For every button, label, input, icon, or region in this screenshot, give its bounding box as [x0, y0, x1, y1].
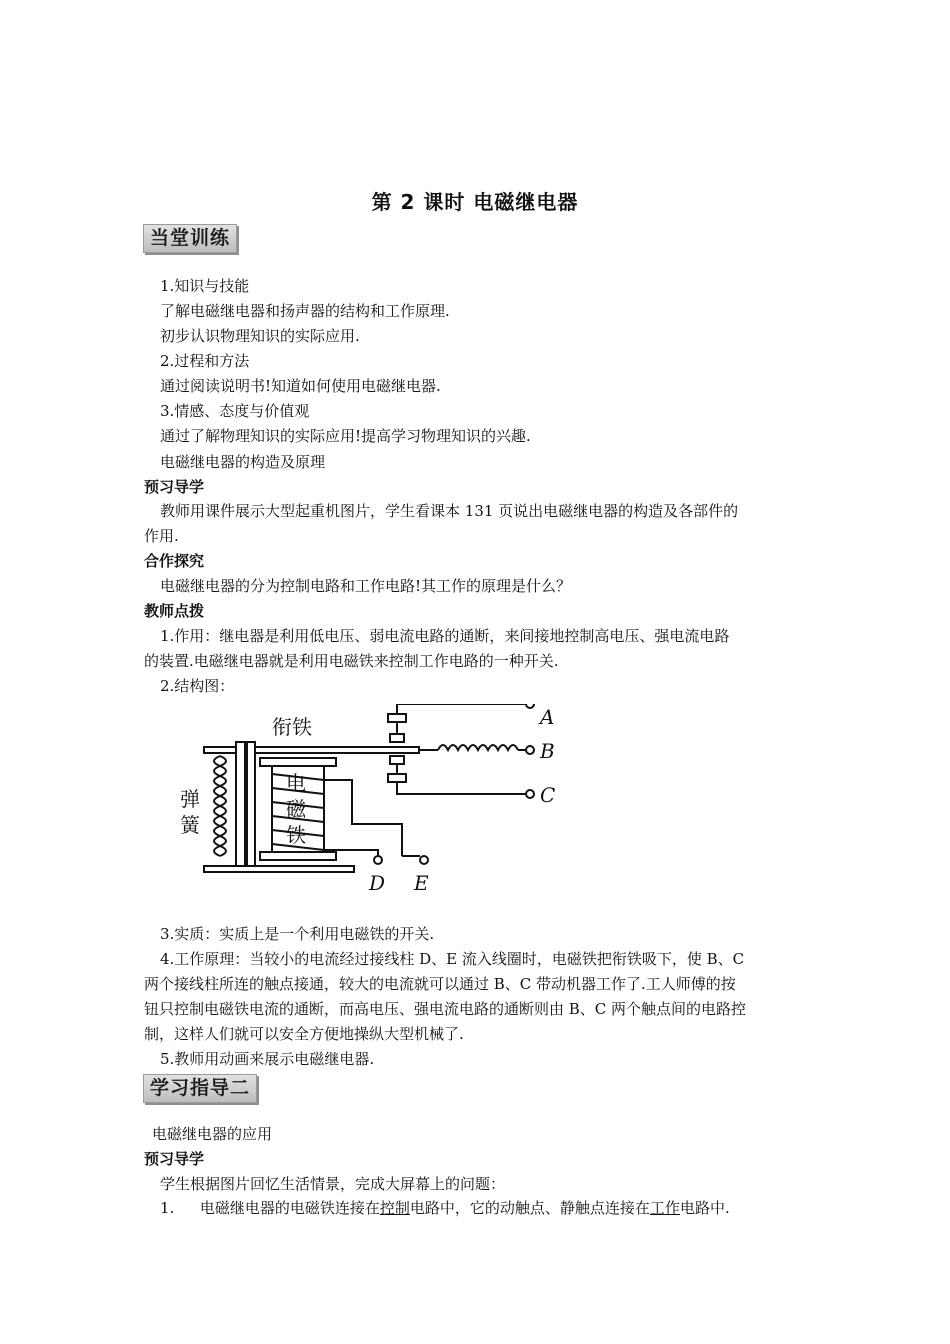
topic-label: 电磁继电器的构造及原理 [160, 453, 326, 471]
section-banner-guide-2: 学习指导二 [143, 1074, 257, 1103]
terminal-e-post [420, 856, 428, 864]
question-1-answer-1: 控制 [379, 1199, 410, 1217]
wire-a [397, 704, 526, 714]
teacher-heading: 教师点拨 [144, 602, 205, 620]
lead-to-e [324, 780, 402, 856]
label-terminal-b: B [540, 739, 555, 763]
question-1-answer-2: 工作 [649, 1199, 680, 1217]
magnet-bottom-flange [260, 852, 336, 860]
label-terminal-c: C [540, 783, 556, 807]
spring-coil-back [220, 756, 226, 856]
preview-text-2: 学生根据图片回忆生活情景，完成大屏幕上的问题： [160, 1175, 506, 1193]
objective-2-text: 通过阅读说明书!知道如何使用电磁继电器. [160, 377, 441, 395]
pivot-post-left [236, 742, 245, 870]
teacher-point-4d: 制，这样人们就可以安全方便地操纵大型机械了. [144, 1025, 464, 1043]
page-title: 第 2 课时 电磁继电器 [371, 190, 579, 214]
teacher-point-4c: 钮只控制电磁铁电流的通断，而高电压、强电流电路的通断则由 B、C 两个触点间的电路控 [144, 1000, 747, 1018]
question-1 [160, 1198, 730, 1218]
relay-structure-diagram [176, 704, 566, 896]
label-terminal-d: D [369, 871, 386, 895]
question-1-number: 1. [160, 1199, 175, 1217]
label-spring-1: 弹 [180, 787, 200, 811]
label-terminal-e: E [414, 871, 429, 895]
teacher-point-4b: 两个接线柱所连的触点接通，较大的电流就可以通过 B、C 带动机器工作了.工人师傅的按 [144, 975, 736, 993]
label-magnet-2: 磁 [286, 797, 306, 821]
label-terminal-a: A [540, 705, 555, 729]
terminal-b-post [526, 746, 534, 754]
objective-3-heading: 3.情感、态度与价值观 [160, 402, 310, 420]
contact-c-block [388, 774, 406, 782]
wire-c [397, 782, 526, 794]
label-magnet-3: 铁 [286, 823, 306, 847]
teacher-point-1b: 的装置.电磁继电器就是利用电磁铁来控制工作电路的一种开关. [144, 652, 559, 670]
question-1-text-b: 电路中，它的动触点、静触点连接在 [409, 1199, 650, 1217]
coop-heading: 合作探究 [144, 552, 205, 570]
objective-3-text: 通过了解物理知识的实际应用!提高学习物理知识的兴趣. [160, 427, 531, 445]
preview-text-b: 作用. [144, 527, 179, 545]
moving-contact-top [390, 734, 404, 742]
teacher-point-1a: 1.作用：继电器是利用低电压、弱电流电路的通断，来间接地控制高电压、强电流电路 [160, 627, 730, 645]
preview-heading-2: 预习导学 [144, 1150, 205, 1168]
objective-2-heading: 2.过程和方法 [160, 352, 250, 370]
teacher-point-2: 2.结构图： [160, 677, 235, 695]
teacher-point-5: 5.教师用动画来展示电磁继电器. [160, 1050, 375, 1068]
label-spring-2: 簧 [180, 813, 200, 837]
question-1-text-c: 电路中. [679, 1199, 730, 1217]
preview-heading: 预习导学 [144, 478, 205, 496]
base-plate [204, 866, 354, 872]
coop-text: 电磁继电器的分为控制电路和工作电路!其工作的原理是什么？ [160, 577, 572, 595]
objective-1-heading: 1.知识与技能 [160, 277, 250, 295]
application-topic: 电磁继电器的应用 [152, 1125, 273, 1143]
teacher-point-3: 3.实质：实质上是一个利用电磁铁的开关. [160, 925, 435, 943]
teacher-point-4a: 4.工作原理：当较小的电流经过接线柱 D、E 流入线圈时，电磁铁把衔铁吸下，使 B、C [160, 950, 745, 968]
section-banner-practice: 当堂训练 [143, 224, 237, 253]
magnet-top-flange [260, 758, 336, 766]
moving-contact-bottom [390, 756, 404, 764]
label-armature: 衔铁 [272, 715, 312, 739]
objective-1-text-b: 初步认识物理知识的实际应用. [160, 327, 360, 345]
question-1-text-a: 电磁继电器的电磁铁连接在 [199, 1199, 380, 1217]
pivot-post-right [247, 742, 255, 870]
terminal-d-post [374, 856, 382, 864]
preview-text-a: 教师用课件展示大型起重机图片，学生看课本 131 页说出电磁继电器的构造及各部件的 [160, 502, 739, 520]
label-magnet-1: 电 [286, 771, 306, 795]
contact-a-block [388, 714, 406, 722]
wire-b-spring [438, 745, 518, 750]
terminal-a-post [526, 704, 534, 708]
objective-1-text-a: 了解电磁继电器和扬声器的结构和工作原理. [160, 302, 450, 320]
terminal-c-post [526, 790, 534, 798]
